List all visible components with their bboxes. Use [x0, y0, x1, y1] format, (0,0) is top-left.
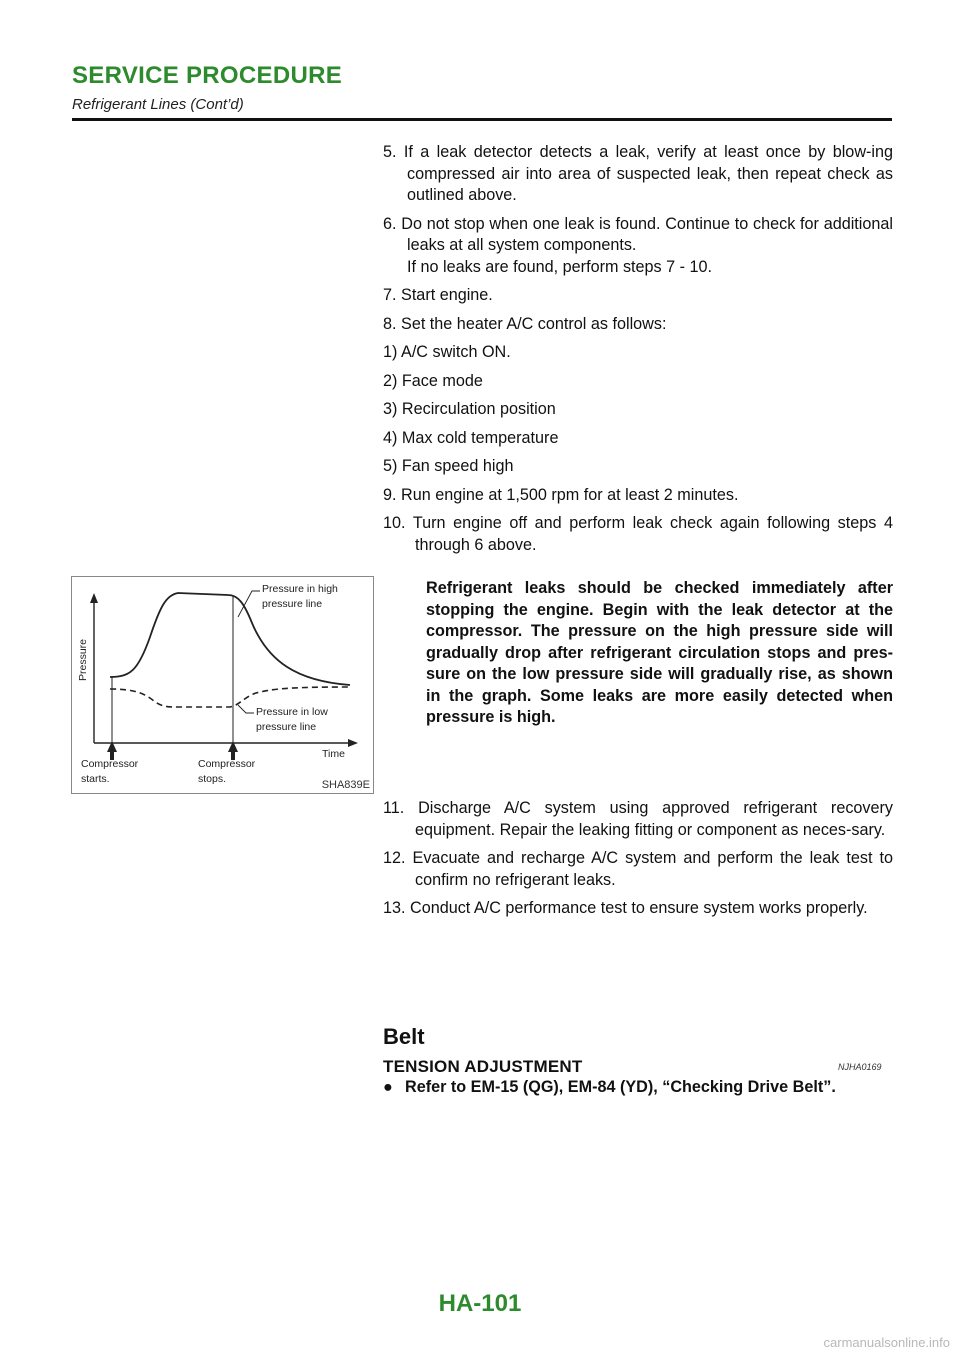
low-pressure-label-1: Pressure in low — [256, 706, 328, 718]
step-text: Run engine at 1,500 rpm for at least 2 minutes. — [401, 485, 739, 504]
section-title: SERVICE PROCEDURE — [72, 62, 343, 89]
step-number: 4) — [383, 428, 398, 447]
procedure-step — [383, 342, 893, 364]
belt-reference-bullet — [383, 1078, 836, 1097]
step-text: Max cold temperature — [401, 428, 559, 447]
y-axis-arrow — [90, 593, 98, 603]
procedure-steps-5-to-10 — [383, 142, 893, 563]
procedure-step — [383, 798, 893, 841]
procedure-step — [383, 314, 893, 336]
procedure-step — [383, 456, 893, 478]
x-axis-label: Time — [322, 748, 345, 760]
low-label-leader — [238, 705, 254, 713]
step-number: 10. — [383, 514, 406, 532]
procedure-step — [383, 371, 893, 393]
pressure-graph-figure — [71, 576, 374, 794]
step-text: A/C switch ON. — [401, 343, 511, 361]
leak-check-note: Refrigerant leaks should be checked immediately after stopping the engine. Begin with the leak detector at the compressor. The pressure on the high pressure side will gradually drop after refrigerant circulation stops and pres-sure on the low pressure side will gradually rise, as shown in the graph. Some leaks are more easily detected when pressure is high. — [426, 579, 893, 726]
header-divider — [72, 118, 892, 121]
high-pressure-label-1: Pressure in high — [262, 583, 338, 595]
figure-code: SHA839E — [321, 779, 370, 791]
step-number: 13. — [383, 899, 406, 917]
step-text: Recirculation position — [401, 400, 556, 418]
procedure-step — [383, 428, 893, 450]
step-text: Turn engine off and perform leak check again following steps 4 through 6 above. — [412, 514, 893, 554]
step-text: Discharge A/C system using approved refrigerant recovery equipment. Repair the leaking fitting or component as neces-sary. — [415, 799, 894, 839]
procedure-step — [383, 485, 893, 507]
step-text: Conduct A/C performance test to ensure system works properly. — [410, 899, 868, 917]
procedure-step — [383, 898, 893, 920]
compressor-stops-label-2: stops. — [198, 773, 227, 785]
bullet-icon: ● — [383, 1078, 393, 1096]
procedure-step — [383, 214, 893, 279]
step-number: 3) — [383, 400, 398, 418]
step-text: Evacuate and recharge A/C system and perform the leak test to confirm no refrigerant leaks. — [412, 849, 893, 889]
watermark: carmanualsonline.info — [823, 1335, 950, 1350]
reference-code: NJHA0169 — [838, 1062, 882, 1072]
step-number: 7. — [383, 286, 397, 304]
step-text: Face mode — [401, 371, 483, 390]
step-number: 2) — [383, 371, 398, 390]
compressor-stops-label-1: Compressor — [198, 758, 256, 770]
step-number: 5. — [383, 143, 397, 161]
compressor-starts-label-1: Compressor — [81, 758, 139, 770]
step-text: Start engine. — [401, 286, 493, 304]
pressure-graph — [72, 577, 373, 793]
step-number: 12. — [383, 849, 406, 867]
procedure-step — [383, 848, 893, 891]
belt-reference-text: Refer to EM-15 (QG), EM-84 (YD), “Checking Drive Belt”. — [405, 1078, 836, 1096]
step-text: If no leaks are found, perform steps 7 - 10. — [407, 257, 713, 276]
tension-adjustment-heading: TENSION ADJUSTMENT — [383, 1057, 583, 1076]
step-number: 1) — [383, 343, 398, 361]
step-number: 6. — [383, 214, 397, 233]
page-number: HA-101 — [438, 1290, 522, 1317]
compressor-starts-label-2: starts. — [81, 773, 110, 785]
procedure-step — [383, 513, 893, 556]
step-text: If a leak detector detects a leak, verify at least once by blow-ing compressed air into area of suspected leak, then repeat check as outlined above. — [403, 143, 893, 204]
high-label-leader — [238, 591, 260, 617]
procedure-step — [383, 399, 893, 421]
step-text: Set the heater A/C control as follows: — [401, 314, 667, 333]
procedure-step — [383, 142, 893, 207]
step-text: Do not stop when one leak is found. Continue to check for additional leaks at all system components. — [401, 214, 894, 254]
procedure-steps-11-to-13 — [383, 798, 893, 927]
high-pressure-label-2: pressure line — [262, 598, 323, 610]
low-pressure-label-2: pressure line — [256, 721, 317, 733]
step-number: 11. — [383, 799, 405, 817]
step-text: Fan speed high — [401, 457, 514, 475]
x-axis-arrow — [348, 739, 358, 747]
procedure-step — [383, 285, 893, 307]
y-axis-label: Pressure — [77, 638, 89, 681]
step-number: 8. — [383, 314, 397, 333]
low-pressure-curve — [110, 687, 350, 707]
belt-heading: Belt — [383, 1024, 425, 1049]
section-subtitle: Refrigerant Lines (Cont’d) — [72, 96, 244, 113]
step-number: 9. — [383, 485, 397, 504]
step-number: 5) — [383, 457, 398, 475]
